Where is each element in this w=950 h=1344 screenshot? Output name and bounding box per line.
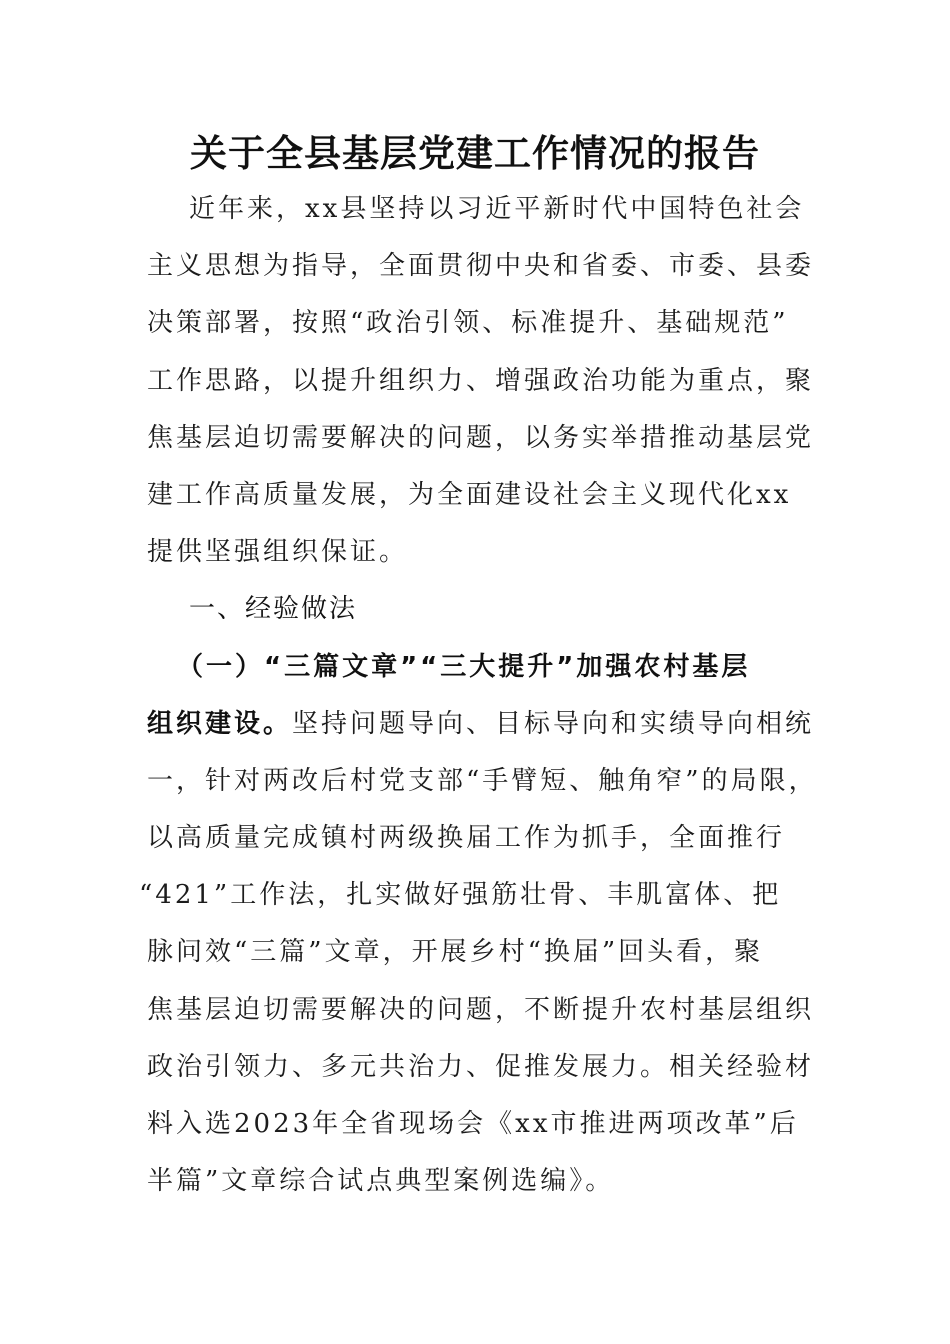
subsection-line-lead — [147, 696, 827, 753]
intro-line-5: 焦基层迫切需要解决的问题，以务实举措推动基层党 — [147, 422, 815, 453]
subsection-body-line-5: 焦基层迫切需要解决的问题，不断提升农村基层组织 — [147, 994, 815, 1025]
intro-line-6: 建工作高质量发展，为全面建设社会主义现代化xx — [147, 479, 792, 510]
subsection-body-line-7: 料入选2023年全省现场会《xx市推进两项改革”后 — [147, 1109, 799, 1139]
subsection-body-line-4: 脉问效“三篇”文章，开展乡村“换届”回头看，聚 — [147, 937, 764, 968]
intro-line-1: 近年来，xx县坚持以习近平新时代中国特色社会 — [189, 194, 805, 224]
intro-line-2: 主义思想为指导，全面贯彻中央和省委、市委、县委 — [147, 251, 815, 282]
subsection-lead-text: 坚持问题导向、目标导向和实绩导向相统 — [292, 708, 815, 739]
intro-line-3: 决策部署，按照“政治引领、标准提升、基础规范” — [147, 308, 789, 339]
subsection-heading: （一）“三篇文章”“三大提升”加强农村基层 — [177, 651, 751, 682]
document-title: 关于全县基层党建工作情况的报告 — [190, 132, 760, 175]
subsection-body-line-3: “421”工作法，扎实做好强筋壮骨、丰肌富体、把 — [139, 880, 782, 911]
section-heading: 一、经验做法 — [189, 594, 358, 625]
intro-line-4: 工作思路，以提升组织力、增强政治功能为重点，聚 — [147, 365, 815, 396]
subsection-body-line-1: 一，针对两改后村党支部“手臂短、触角窄”的局限， — [147, 765, 818, 796]
subsection-body-line-6: 政治引领力、多元共治力、促推发展力。相关经验材 — [147, 1051, 815, 1082]
document-body — [139, 181, 827, 1210]
subsection-body-line-2: 以高质量完成镇村两级换届工作为抓手，全面推行 — [147, 823, 786, 854]
subsection-body-line-8: 半篇”文章综合试点典型案例选编》。 — [147, 1166, 615, 1197]
intro-line-7: 提供坚强组织保证。 — [147, 537, 409, 568]
subsection-heading-continued: 组织建设。 — [147, 708, 293, 739]
